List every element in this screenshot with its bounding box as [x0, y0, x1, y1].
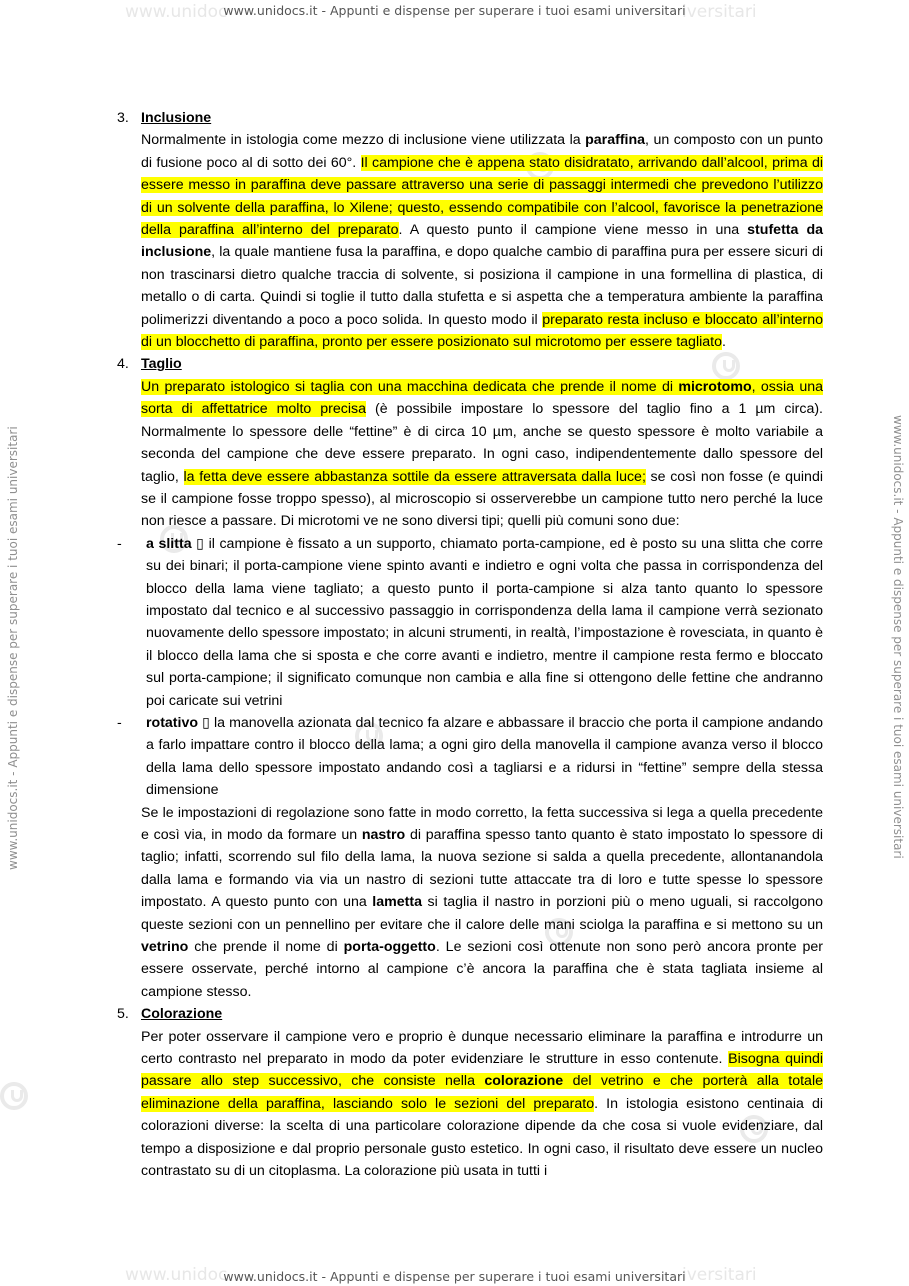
highlighted-text: Il campione che è appena stato disidratato, arrivando dall’alcool, prima di essere messo in paraffina deve passare attraverso una serie di passaggi intermedi che prevedono l’utilizzo di un solvente della paraffina, lo Xilene; questo, essendo compatibile con l’alcool, favorisce la penetrazione della paraffina all’interno del preparato	[141, 154, 823, 239]
highlighted-text: Un preparato istologico si taglia con una macchina dedicata che prende il nome di	[141, 378, 679, 395]
section-taglio	[117, 353, 823, 1003]
highlighted-text: del vetrino e che porterà alla totale eliminazione della paraffina, lasciando solo le sezioni del preparato	[141, 1073, 823, 1112]
section-title: Taglio	[141, 356, 182, 373]
text-run: che prende il nome di	[188, 939, 344, 956]
watermark-ghost-bottom-left: www.unidoc	[125, 1265, 228, 1285]
highlighted-text: preparato resta incluso e bloccato all’interno di un blocchetto di paraffina, pronto per essere posizionato sul microtomo per essere tagliato	[141, 311, 823, 351]
section-number: 5.	[117, 1006, 129, 1023]
bold-term: a slitta	[146, 535, 192, 552]
section-number: 4.	[117, 356, 129, 373]
text-run: .	[721, 334, 726, 351]
section-paragraph	[141, 376, 823, 533]
section-heading	[117, 353, 823, 375]
watermark-header: www.unidocs.it - Appunti e dispense per superare i tuoi esami universitari	[223, 3, 686, 18]
text-run: se così non fosse (e quindi se il campione fosse troppo spesso), al microscopio si osserverebbe un campione tutto nero perché la luce non riesce a passare. Di microtomi ve ne sono diversi tipi; quelli più comuni sono due:	[141, 468, 823, 530]
watermark-side-right: www.unidocs.it - Appunti e dispense per superare i tuoi esami universitari	[891, 415, 905, 859]
watermark-ghost-top-right: iversitari	[682, 2, 757, 22]
list-dash: -	[117, 535, 122, 552]
watermark-ghost-bottom-right: iversitari	[682, 1265, 757, 1285]
arrow-symbol-icon: ▯	[191, 535, 209, 552]
list-dash: -	[117, 714, 122, 731]
microtome-types-list	[117, 533, 823, 802]
list-item-text	[146, 533, 823, 712]
section-heading	[117, 107, 823, 129]
text-run: Per poter osservare il campione vero e proprio è dunque necessario eliminare la paraffina e introdurre un certo contrasto nel preparato in modo da poter evidenziare le strutture in esso contenute.	[141, 1028, 823, 1068]
section-number: 3.	[117, 110, 129, 126]
text-run: , la quale mantiene fusa la paraffina, e dopo qualche cambio di paraffina pura per essere sicuri di non trascinarsi dietro qualche traccia di solvente, si posiziona il campione in una formellina di plastica, di metallo o di carta. Quindi si toglie il tutto dalla stufetta e si aspetta che a temperatura ambiente la paraffina polimerizzi diventando a poco a poco solida. In questo modo il	[141, 244, 823, 328]
text-run: di paraffina spesso tanto quanto è stato impostato lo spessore di taglio; infatti, scorrendo sul filo della lama, la nuova sezione si salda a quella precedente, allontanandola dalla lama e formando via via un nastro di sezioni tutte attaccate tra di loro e tutte spesse lo spessore impostato. A questo punto con una	[141, 827, 823, 911]
arrow-symbol-icon: ▯	[198, 714, 214, 731]
text-run: . In istologia esistono centinaia di colorazioni diverse: la scelta di una particolare colorazione dipende da che cosa si vuole evidenziare, dal tempo a disposizione e dal proprio personale gusto estetico. In ogni caso, il risultato deve essere un nucleo contrastato su di un citoplasma. La colorazione più usata in tutti i	[141, 1095, 823, 1180]
highlighted-text: , ossia una sorta di affettatrice molto precisa	[141, 378, 823, 418]
section-paragraph	[141, 129, 823, 353]
section-heading	[117, 1003, 823, 1025]
text-run: si taglia il nastro in porzioni più o meno uguali, si raccolgono queste sezioni con un pennellino per evitare che il calore delle mani sciolga la paraffina e si mettono su un	[141, 894, 823, 933]
bold-term: paraffina	[585, 132, 646, 149]
text-run: il campione è fissato a un supporto, chiamato porta-campione, ed è posto su una slitta che corre su dei binari; il porta-campione viene spinto avanti e indietro e ogni volta che passa in corrispondenza del blocco della lama viene tagliato; a questo punto il porta-campione si alza tanto quanto lo spessore impostato dal tecnico e al successivo passaggio in corrispondenza della lama il campione verrà sezionato nuovamente dello spessore impostato; in alcuni strumenti, in realtà, l’impostazione è rovesciata, in quanto è il blocco della lama che si sposta e che corre avanti e indietro, mentre il campione resta fermo e bloccato sul porta-campione; il significato comunque non cambia e alla fine si ottengono delle fettine che andranno poi caricate sui vetrini	[146, 535, 823, 709]
watermark-logo-icon	[0, 1082, 28, 1110]
section-paragraph	[141, 802, 823, 1004]
watermark-side-left: www.unidocs.it - Appunti e dispense per superare i tuoi esami universitari	[6, 426, 20, 870]
text-run: , un composto con un punto di fusione poco al di sotto dei 60°.	[141, 132, 823, 171]
list-item	[117, 533, 823, 712]
document-body	[117, 107, 823, 1183]
section-colorazione	[117, 1003, 823, 1182]
list-item-text	[146, 712, 823, 802]
bold-term: vetrino	[141, 939, 189, 956]
bold-term: microtomo	[678, 378, 752, 395]
section-title: Colorazione	[141, 1006, 223, 1023]
highlighted-text: Bisogna quindi passare allo step successivo, che consiste nella	[141, 1051, 824, 1090]
section-title: Inclusione	[141, 110, 212, 126]
bold-term: lametta	[372, 894, 422, 911]
watermark-ghost-top-left: www.unidoc	[125, 2, 228, 22]
section-inclusione	[117, 107, 823, 353]
text-run: la manovella azionata dal tecnico fa alzare e abbassare il braccio che porta il campione andando a farlo impattare contro il blocco della lama; a ogni giro della manovella il campione avanza verso il blocco della lama dello spessore impostato andando così a tagliarsi e a ridursi in “fettine” sempre della stessa dimensione	[146, 714, 823, 799]
text-run: . A questo punto il campione viene messo in una	[398, 222, 748, 239]
watermark-footer: www.unidocs.it - Appunti e dispense per superare i tuoi esami universitari	[223, 1269, 686, 1284]
text-run: Normalmente in istologia come mezzo di inclusione viene utilizzata la	[141, 132, 586, 149]
text-run: . Le sezioni così ottenute non sono però ancora pronte per essere osservate, perché intorno al campione c’è ancora la paraffina che è stata tagliata insieme al campione stesso.	[141, 939, 823, 1000]
highlighted-text: la fetta deve essere abbastanza sottile da essere attraversata dalla luce;	[183, 468, 646, 485]
text-run: (è possibile impostare lo spessore del taglio fino a 1 µm circa). Normalmente lo spessore delle “fettine” è di circa 10 µm, anche se questo spessore è molto variabile a seconda del campione che deve essere preparato. In ogni caso, indipendentemente dallo spessore del taglio,	[141, 401, 823, 485]
section-paragraph	[141, 1026, 823, 1183]
bold-term: porta-oggetto	[343, 939, 436, 956]
bold-term: nastro	[361, 827, 406, 843]
text-run: Se le impostazioni di regolazione sono fatte in modo corretto, la fetta successiva si lega a quella precedente e così via, in modo da formare un	[141, 804, 823, 843]
bold-term: rotativo	[146, 714, 199, 731]
list-item	[117, 712, 823, 802]
bold-term: colorazione	[484, 1073, 564, 1090]
bold-term: stufetta da inclusione	[141, 222, 824, 261]
